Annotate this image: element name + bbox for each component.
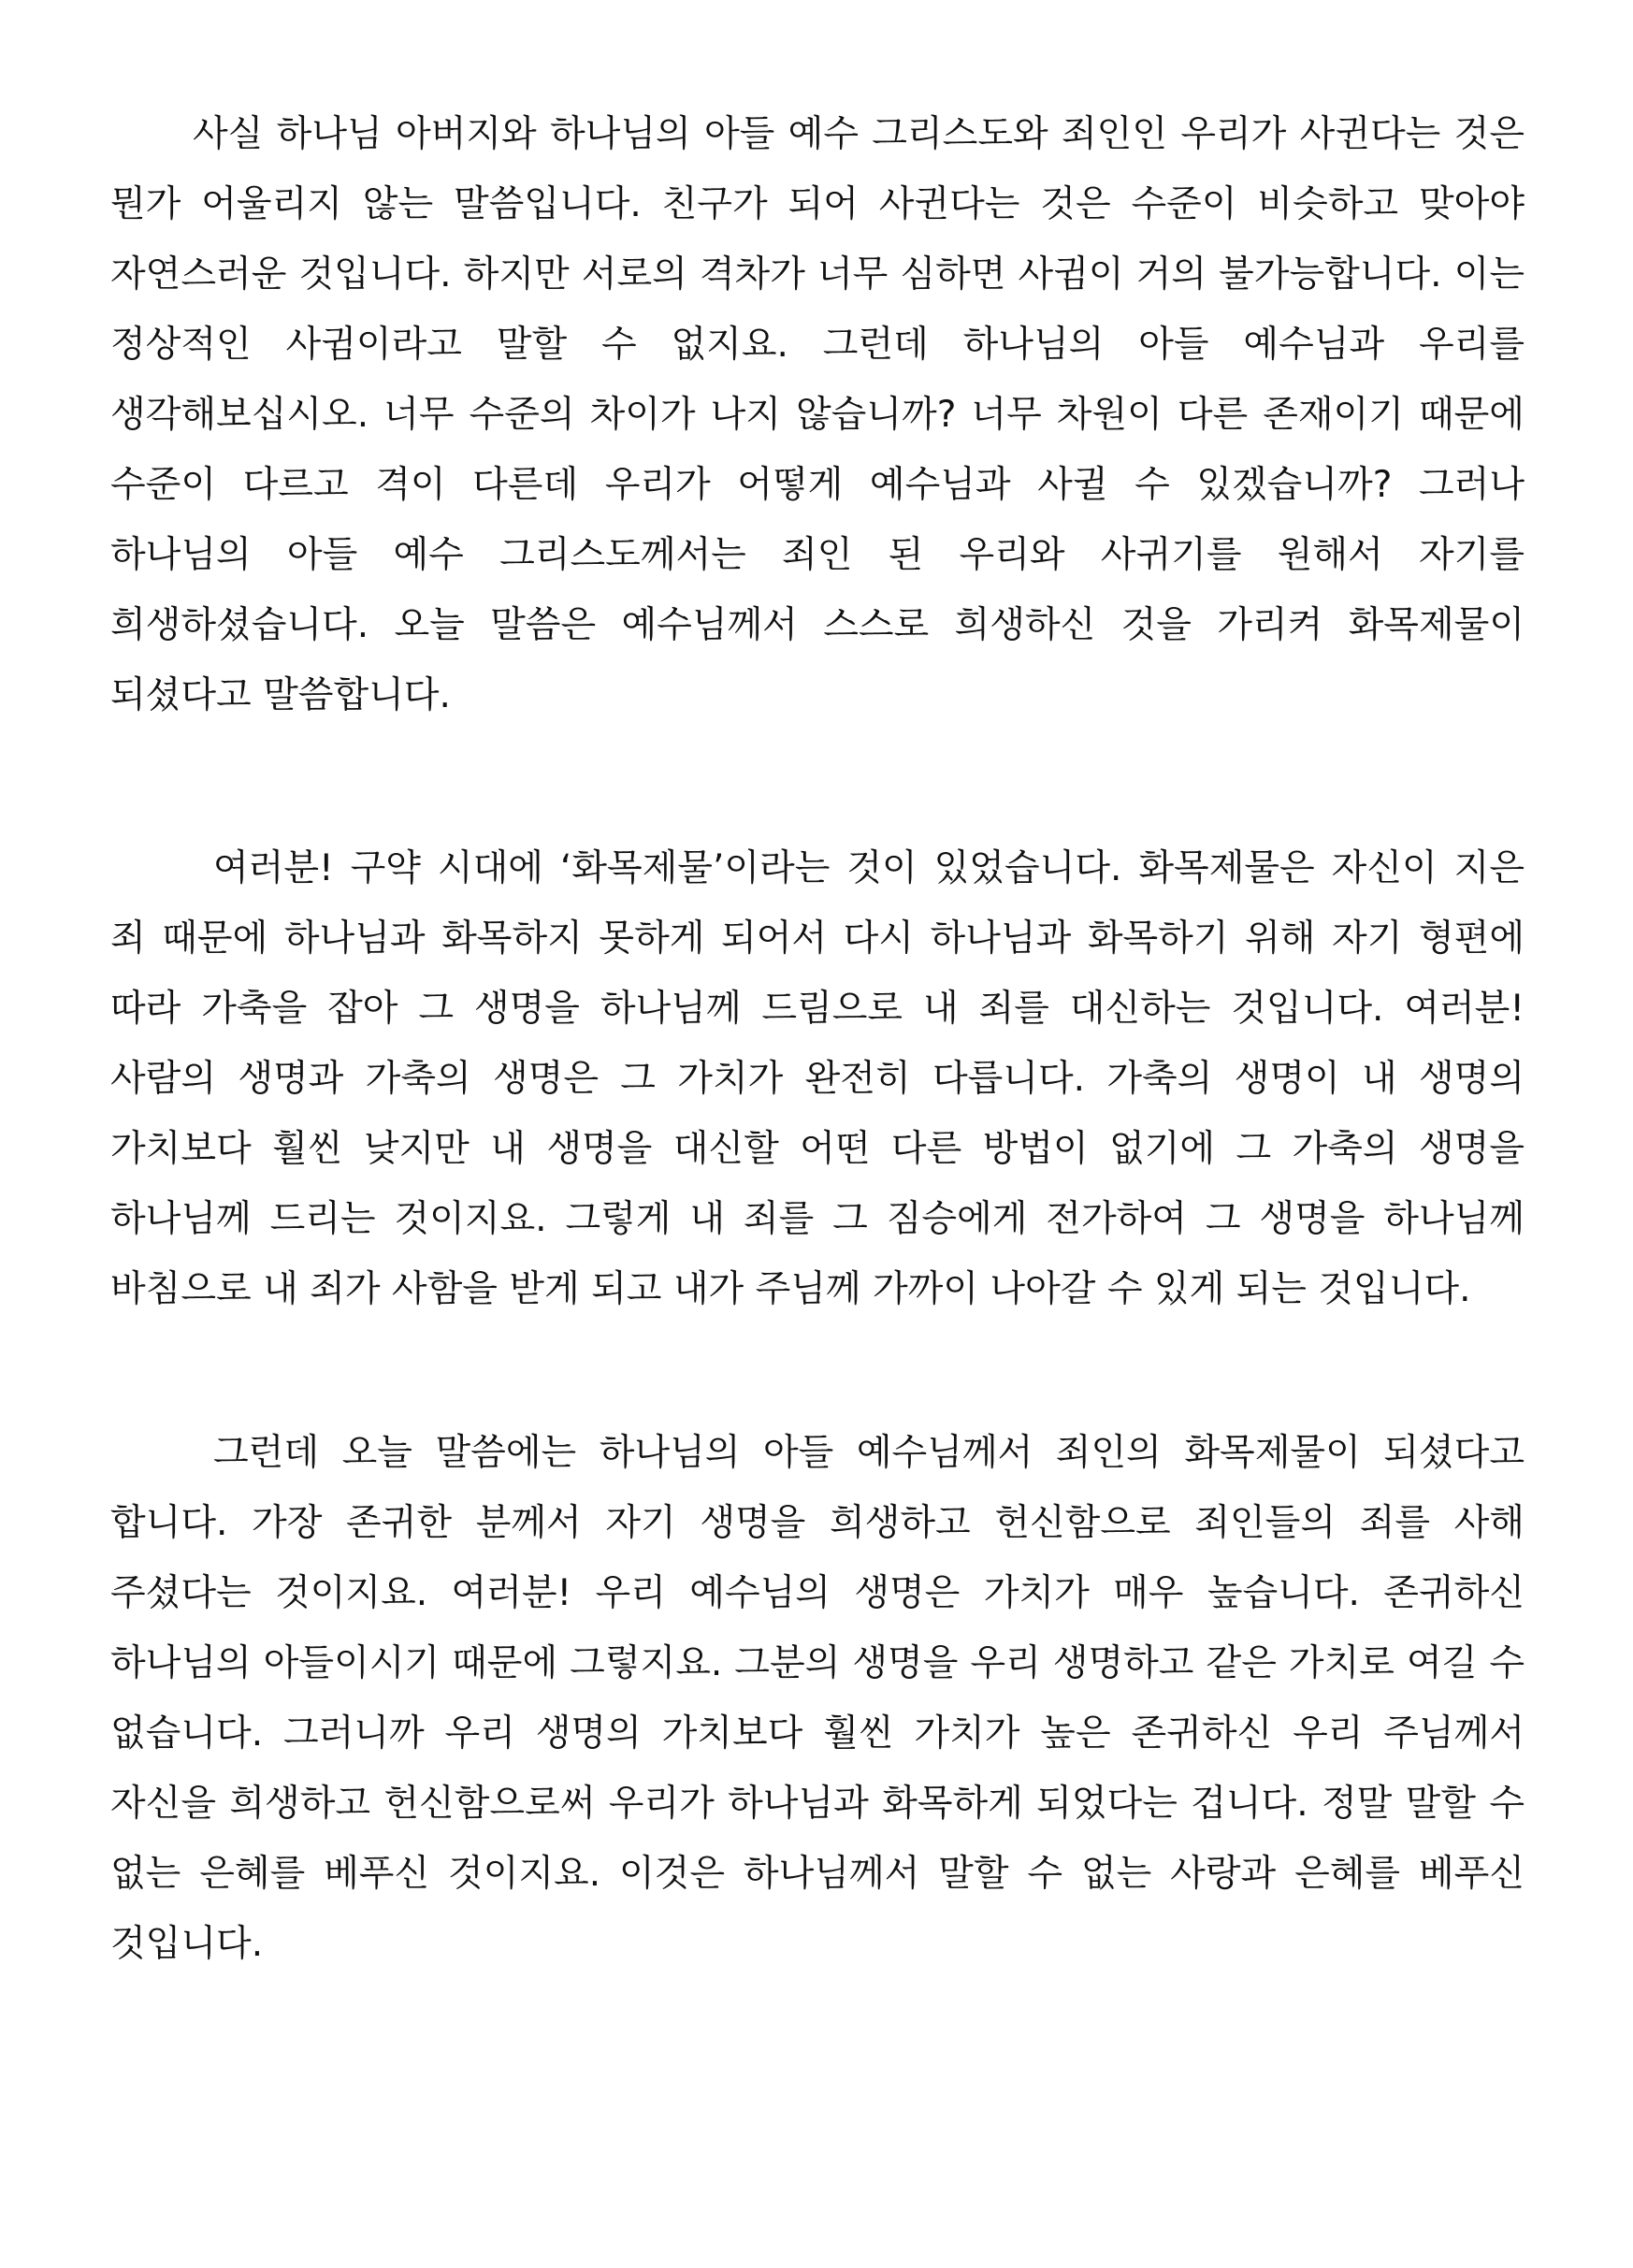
paragraph-2: 여러분! 구약 시대에 ‘화목제물’이라는 것이 있었습니다. 화목제물은 자신이 지은 죄 때문에 하나님과 화목하지 못하게 되어서 다시 하나님과 화목하기 위해 자기 형편에 따라 가축을 잡아 그 생명을 하나님께 드림으로 내 죄를 대신하는 것입니다. 여러분! 사람의 생명과 가축의 생명은 그 가치가 완전히 다릅니다. 가축의 생명이 내 생명의 가치보다 훨씬 낮지만 내 생명을 대신할 어떤 다른 방법이 없기에 그 가축의 생명을 하나님께 드리는 것이지요. 그렇게 내 죄를 그 짐승에게 전가하여 그 생명을 하나님께 바침으로 내 죄가 사함을 받게 되고 내가 주님께 가까이 나아갈 수 있게 되는 것입니다. xyxy=(110,847,1525,1310)
body-text xyxy=(110,99,1525,1979)
paragraph-3: 그런데 오늘 말씀에는 하나님의 아들 예수님께서 죄인의 화목제물이 되셨다고 합니다. 가장 존귀한 분께서 자기 생명을 희생하고 헌신함으로 죄인들의 죄를 사해 주셨다는 것이지요. 여러분! 우리 예수님의 생명은 가치가 매우 높습니다. 존귀하신 하나님의 아들이시기 때문에 그렇지요. 그분의 생명을 우리 생명하고 같은 가치로 여길 수 없습니다. 그러니까 우리 생명의 가치보다 훨씬 가치가 높은 존귀하신 우리 주님께서 자신을 희생하고 헌신함으로써 우리가 하나님과 화목하게 되었다는 겁니다. 정말 말할 수 없는 은혜를 베푸신 것이지요. 이것은 하나님께서 말할 수 없는 사랑과 은혜를 베푸신 것입니다. xyxy=(110,1432,1525,1965)
paragraph-spacer xyxy=(110,1324,1525,1418)
paragraph-1: 사실 하나님 아버지와 하나님의 아들 예수 그리스도와 죄인인 우리가 사귄다는 것은 뭔가 어울리지 않는 말씀입니다. 친구가 되어 사귄다는 것은 수준이 비슷하고 맞아야 자연스러운 것입니다. 하지만 서로의 격차가 너무 심하면 사귐이 거의 불가능합니다. 이는 정상적인 사귐이라고 말할 수 없지요. 그런데 하나님의 아들 예수님과 우리를 생각해보십시오. 너무 수준의 차이가 나지 않습니까? 너무 차원이 다른 존재이기 때문에 수준이 다르고 격이 다른데 우리가 어떻게 예수님과 사귈 수 있겠습니까? 그러나 하나님의 아들 예수 그리스도께서는 죄인 된 우리와 사귀기를 원해서 자기를 희생하셨습니다. 오늘 말씀은 예수님께서 스스로 희생하신 것을 가리켜 화목제물이 되셨다고 말씀합니다. xyxy=(110,113,1525,716)
paragraph-spacer xyxy=(110,730,1525,833)
